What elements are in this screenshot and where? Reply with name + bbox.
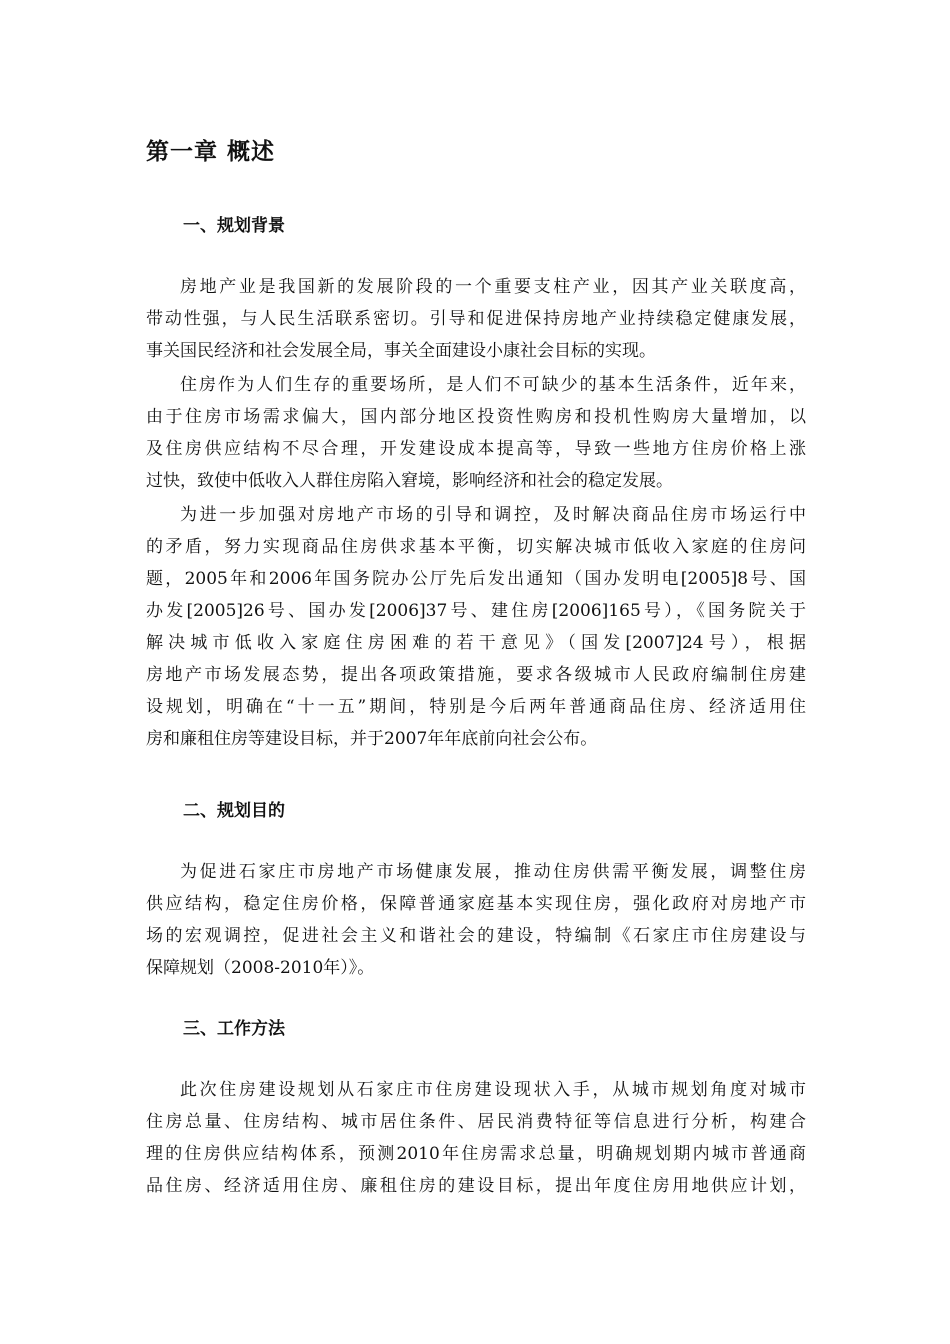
text-line: 房和廉租住房等建设目标，并于2007年年底前向社会公布。	[146, 729, 598, 749]
paragraph	[146, 369, 806, 497]
text-line: 及住房供应结构不尽合理，开发建设成本提高等，导致一些地方住房价格上涨	[146, 439, 806, 459]
text-line: 解决城市低收入家庭住房困难的若干意见》（国发[2007]24号），根据	[146, 633, 806, 653]
chapter-title: 第一章 概述	[146, 139, 276, 165]
text-line: 保障规划（2008-2010年）》。	[146, 958, 375, 978]
text-line: 理的住房供应结构体系，预测2010年住房需求总量，明确规划期内城市普通商	[146, 1144, 806, 1164]
text-line: 住房作为人们生存的重要场所，是人们不可缺少的基本生活条件，近年来，	[180, 375, 806, 395]
paragraph	[146, 856, 806, 984]
text-line: 住房总量、住房结构、城市居住条件、居民消费特征等信息进行分析，构建合	[146, 1112, 806, 1132]
text-line: 为促进石家庄市房地产市场健康发展，推动住房供需平衡发展，调整住房	[180, 862, 806, 882]
text-line: 过快，致使中低收入人群住房陷入窘境，影响经济和社会的稳定发展。	[146, 471, 673, 491]
paragraph	[146, 499, 806, 755]
paragraph	[146, 1074, 806, 1202]
text-line: 办发[2005]26号、国办发[2006]37号、建住房[2006]165号），《国务院关于	[146, 601, 806, 621]
text-line: 房地产业是我国新的发展阶段的一个重要支柱产业，因其产业关联度高，	[180, 277, 806, 297]
text-line: 由于住房市场需求偏大，国内部分地区投资性购房和投机性购房大量增加，以	[146, 407, 806, 427]
section-heading-methods: 三、工作方法	[183, 1019, 285, 1039]
text-line: 品住房、经济适用住房、廉租住房的建设目标，提出年度住房用地供应计划，	[146, 1176, 806, 1196]
text-line: 供应结构，稳定住房价格，保障普通家庭基本实现住房，强化政府对房地产市	[146, 894, 806, 914]
text-line: 的矛盾，努力实现商品住房供求基本平衡，切实解决城市低收入家庭的住房问	[146, 537, 806, 557]
text-line: 事关国民经济和社会发展全局，事关全面建设小康社会目标的实现。	[146, 341, 656, 361]
section-heading-purpose: 二、规划目的	[183, 801, 285, 821]
text-line: 场的宏观调控，促进社会主义和谐社会的建设，特编制《石家庄市住房建设与	[146, 926, 806, 946]
section-heading-background: 一、规划背景	[183, 216, 285, 236]
text-line: 设规划，明确在“十一五”期间，特别是今后两年普通商品住房、经济适用住	[146, 697, 806, 717]
text-line: 带动性强，与人民生活联系密切。引导和促进保持房地产业持续稳定健康发展，	[146, 309, 806, 329]
paragraph	[146, 271, 806, 367]
text-line: 此次住房建设规划从石家庄市住房建设现状入手，从城市规划角度对城市	[180, 1080, 806, 1100]
text-line: 题，2005年和2006年国务院办公厅先后发出通知（国办发明电[2005]8号、国	[146, 569, 806, 589]
text-line: 为进一步加强对房地产市场的引导和调控，及时解决商品住房市场运行中	[180, 505, 806, 525]
text-line: 房地产市场发展态势，提出各项政策措施，要求各级城市人民政府编制住房建	[146, 665, 806, 685]
